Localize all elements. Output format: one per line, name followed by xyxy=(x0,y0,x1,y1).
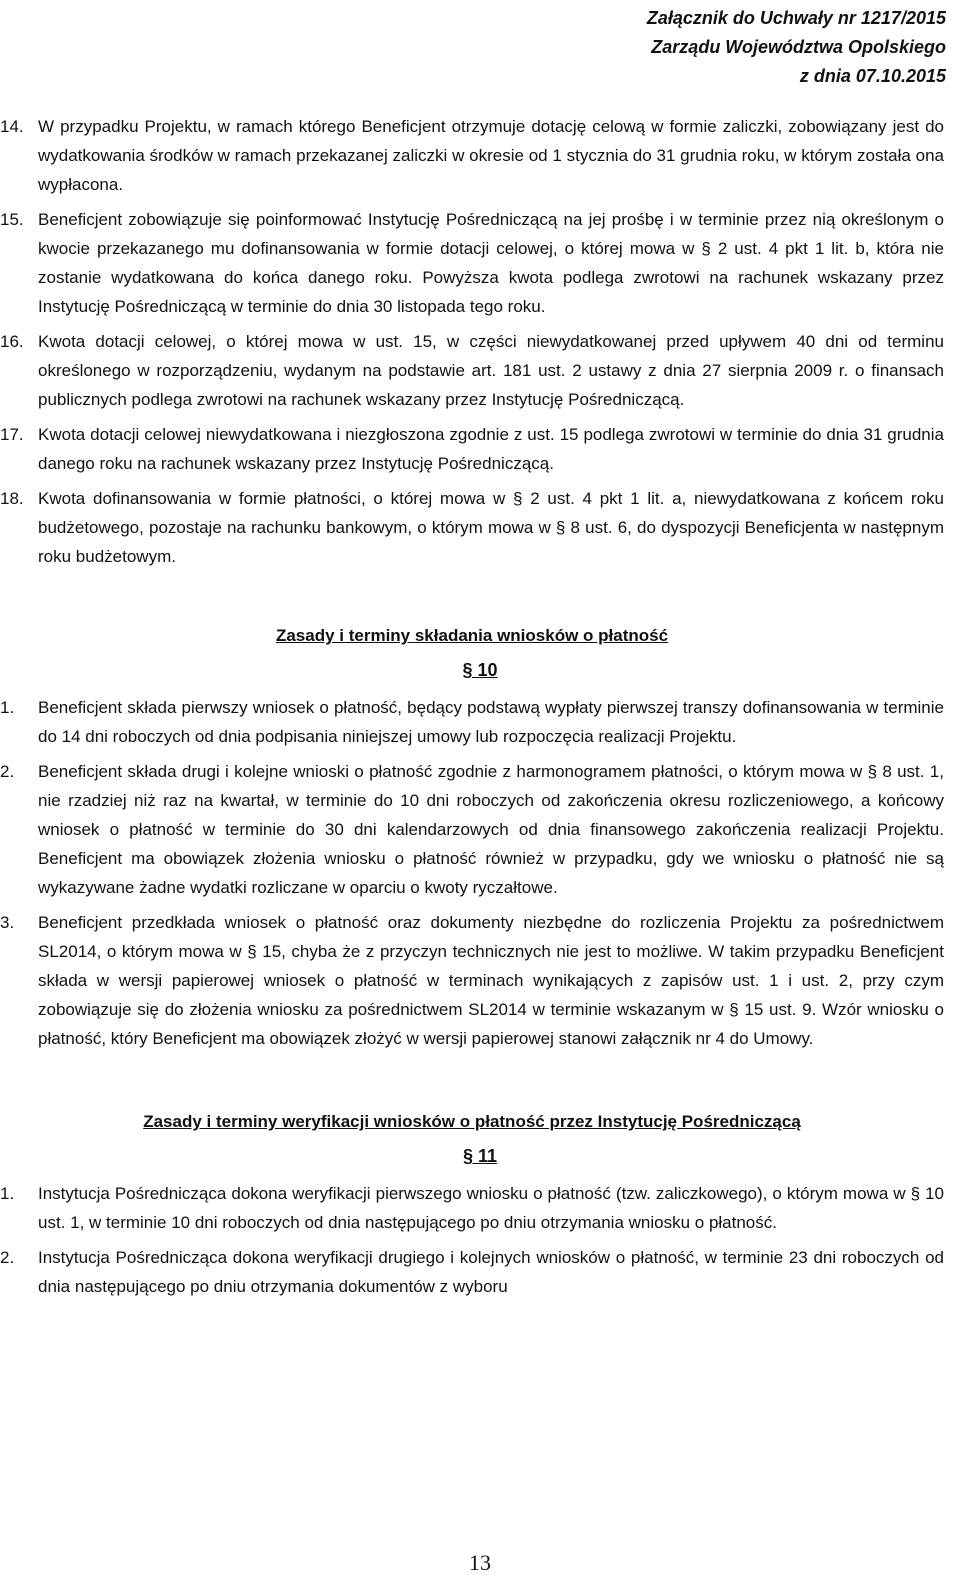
paragraph-number: 16. xyxy=(0,332,24,351)
item-text: Beneficjent przedkłada wniosek o płatność oraz dokumenty niezbędne do rozliczenia Projektu za pośrednictwem SL2014, o którym mowa w § 15, chyba że z przyczyn technicznych nie jest to możliwe. W takim przypadku Beneficjent składa w wersji papierowej wniosek o płatność w terminach wynikających z zapisów ust. 1 i ust. 2, przy czym zobowiązuje się do złożenia wniosku za pośrednictwem SL2014 w terminie wskazanym w § 15 ust. 9. Wzór wniosku o płatność, który Beneficjent ma obowiązek złożyć w wersji papierowej stanowi załącznik nr 4 do Umowy. xyxy=(38,913,944,1048)
item-text: Instytucja Pośrednicząca dokona weryfikacji drugiego i kolejnych wniosków o płatność, w terminie 23 dni roboczych od dnia następującego po dniu otrzymania dokumentów z wyboru xyxy=(38,1248,944,1296)
section-10-heading: Zasady i terminy składania wniosków o płatność xyxy=(275,626,669,645)
paragraph-text: Kwota dotacji celowej niewydatkowana i niezgłoszona zgodnie z ust. 15 podlega zwrotowi w terminie do dnia 31 grudnia danego roku na rachunek wskazany przez Instytucję Pośredniczącą. xyxy=(38,425,944,473)
item-number: 2. xyxy=(0,1248,15,1267)
paragraph-15 xyxy=(0,205,960,321)
section-10-item-2 xyxy=(0,757,960,902)
paragraph-18 xyxy=(0,484,960,571)
paragraph-14 xyxy=(0,112,960,199)
document-body xyxy=(0,112,960,1307)
header-line-date: z dnia 07.10.2015 xyxy=(799,66,946,86)
item-number: 1. xyxy=(0,698,15,717)
paragraph-16 xyxy=(0,327,960,414)
section-11-item-1 xyxy=(0,1179,960,1237)
item-text: Beneficjent składa pierwszy wniosek o płatność, będący podstawą wypłaty pierwszej transzy dofinansowania w terminie do 14 dni roboczych od dnia podpisania niniejszej umowy lub rozpoczęcia realizacji Projektu. xyxy=(38,698,944,746)
item-text: Instytucja Pośrednicząca dokona weryfikacji pierwszego wniosku o płatność (tzw. zaliczkowego), o którym mowa w § 10 ust. 1, w terminie 10 dni roboczych od dnia następującego po dniu otrzymania wniosku o płatność. xyxy=(38,1184,944,1232)
paragraph-text: W przypadku Projektu, w ramach którego Beneficjent otrzymuje dotację celową w formie zaliczki, zobowiązany jest do wydatkowania środków w ramach przekazanej zaliczki w okresie od 1 stycznia do 31 grudnia roku, w którym została ona wypłacona. xyxy=(38,117,944,194)
paragraph-text: Beneficjent zobowiązuje się poinformować Instytucję Pośredniczącą na jej prośbę i w terminie przez nią określonym o kwocie przekazanego mu dofinansowania w formie dotacji celowej, o której mowa w § 2 ust. 4 pkt 1 lit. b, która nie zostanie wydatkowana do końca danego roku. Powyższa kwota podlega zwrotowi na rachunek wskazany przez Instytucję Pośredniczącą w terminie do dnia 30 listopada tego roku. xyxy=(38,210,944,316)
section-11-item-2 xyxy=(0,1243,960,1301)
paragraph-text: Kwota dotacji celowej, o której mowa w ust. 15, w części niewydatkowanej przed upływem 40 dni od terminu określonego w rozporządzeniu, wydanym na podstawie art. 181 ust. 2 ustawy z dnia 27 sierpnia 2009 r. o finansach publicznych podlega zwrotowi na rachunek wskazany przez Instytucję Pośredniczącą. xyxy=(38,332,944,409)
section-11-heading: Zasady i terminy weryfikacji wniosków o płatność przez Instytucję Pośredniczącą xyxy=(143,1112,801,1131)
item-number: 2. xyxy=(0,762,15,781)
section-10-item-1 xyxy=(0,693,960,751)
item-number: 1. xyxy=(0,1184,15,1203)
paragraph-number: 14. xyxy=(0,117,24,136)
section-10-item-3 xyxy=(0,908,960,1053)
item-number: 3. xyxy=(0,913,15,932)
paragraph-17 xyxy=(0,420,960,478)
attachment-header xyxy=(647,4,946,91)
paragraph-number: 18. xyxy=(0,489,24,508)
paragraph-number: 15. xyxy=(0,210,24,229)
item-text: Beneficjent składa drugi i kolejne wnioski o płatność zgodnie z harmonogramem płatności, o którym mowa w § 8 ust. 1, nie rzadziej niż raz na kwartał, w terminie do 10 dni roboczych od zakończenia okresu rozliczeniowego, a końcowy wniosek o płatność w terminie do 30 dni kalendarzowych od dnia finansowego zakończenia realizacji Projektu. Beneficjent ma obowiązek złożenia wniosku o płatność również w przypadku, gdy we wniosku o płatność nie są wykazywane żadne wydatki rozliczane w oparciu o kwoty ryczałtowe. xyxy=(38,762,944,897)
section-10-sign: § 10 xyxy=(462,660,498,680)
paragraph-number: 17. xyxy=(0,425,24,444)
header-line-board: Zarządu Województwa Opolskiego xyxy=(651,37,946,57)
page-number: 13 xyxy=(469,1550,491,1575)
paragraph-text: Kwota dofinansowania w formie płatności, o której mowa w § 2 ust. 4 pkt 1 lit. a, niewydatkowana z końcem roku budżetowego, pozostaje na rachunku bankowym, o którym mowa w § 8 ust. 6, do dyspozycji Beneficjenta w następnym roku budżetowym. xyxy=(38,489,944,566)
section-11-sign: § 11 xyxy=(462,1146,498,1166)
header-line-resolution: Załącznik do Uchwały nr 1217/2015 xyxy=(646,8,946,28)
